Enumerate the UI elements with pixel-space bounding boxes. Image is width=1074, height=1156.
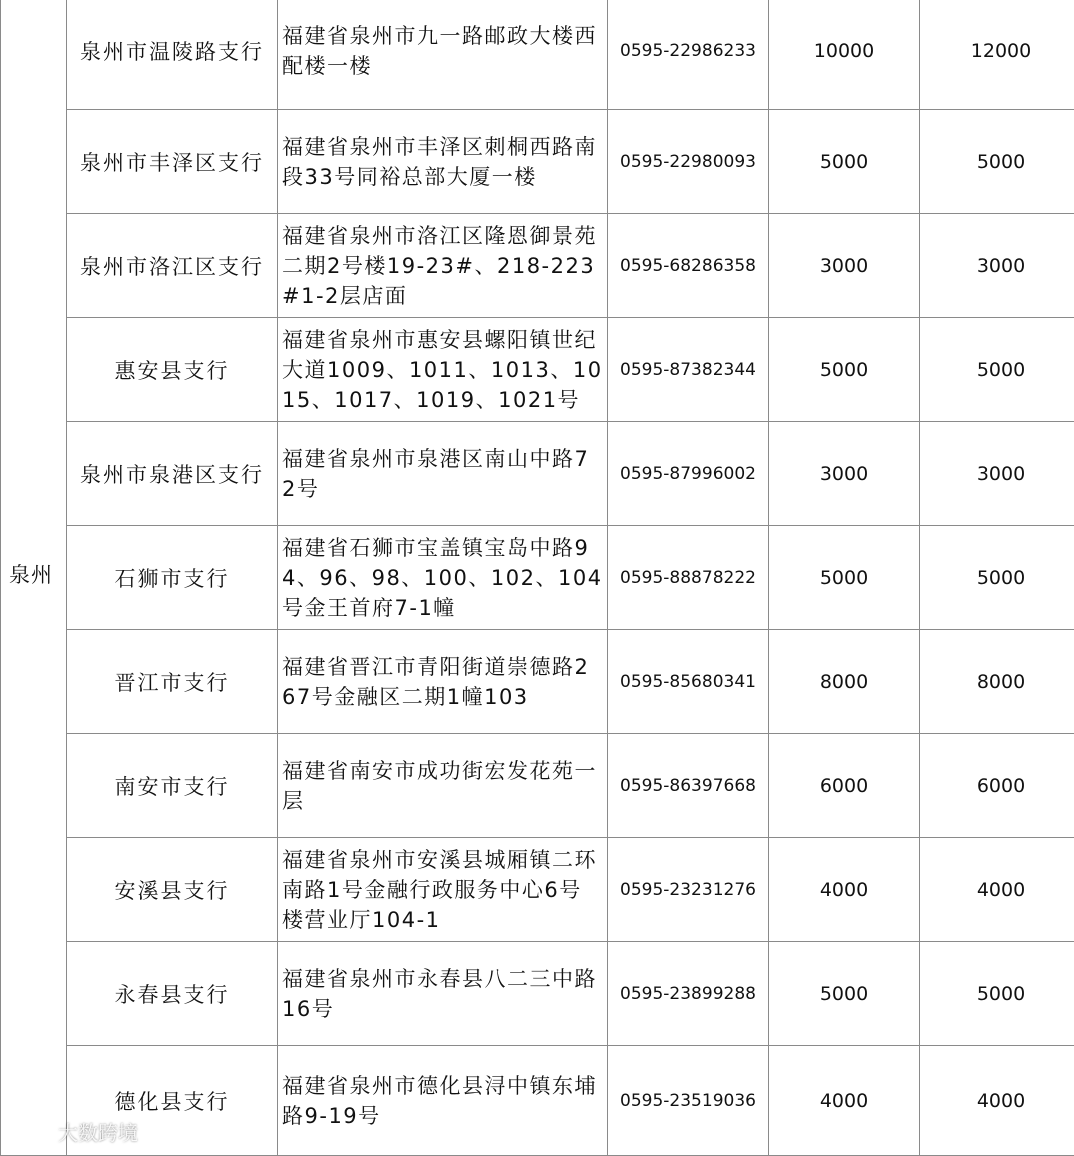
branch-name: 泉州市洛江区支行 (67, 214, 278, 318)
branch-address: 福建省泉州市永春县八二三中路16号 (278, 942, 608, 1046)
value-a: 6000 (769, 734, 920, 838)
branch-address: 福建省晋江市青阳街道崇德路267号金融区二期1幢103 (278, 630, 608, 734)
branch-phone: 0595-22986233 (608, 0, 769, 110)
value-b: 4000 (920, 838, 1074, 942)
branch-name: 泉州市丰泽区支行 (67, 110, 278, 214)
branch-name: 惠安县支行 (67, 318, 278, 422)
branch-phone: 0595-88878222 (608, 526, 769, 630)
watermark-text: 大数跨境 (58, 1117, 138, 1146)
value-a: 3000 (769, 214, 920, 318)
value-a: 10000 (769, 0, 920, 110)
branch-name: 泉州市泉港区支行 (67, 422, 278, 526)
value-b: 5000 (920, 942, 1074, 1046)
value-a: 4000 (769, 838, 920, 942)
value-b: 8000 (920, 630, 1074, 734)
branch-phone: 0595-23231276 (608, 838, 769, 942)
branch-phone: 0595-87996002 (608, 422, 769, 526)
branch-name: 安溪县支行 (67, 838, 278, 942)
branch-name: 晋江市支行 (67, 630, 278, 734)
branch-address: 福建省泉州市泉港区南山中路72号 (278, 422, 608, 526)
value-a: 4000 (769, 1046, 920, 1156)
region-cell: 泉州 (1, 0, 67, 1156)
table-row (1, 0, 1074, 110)
table-row (1, 318, 1074, 422)
branch-address: 福建省南安市成功街宏发花苑一层 (278, 734, 608, 838)
branch-name: 南安市支行 (67, 734, 278, 838)
value-a: 5000 (769, 110, 920, 214)
branch-address: 福建省泉州市惠安县螺阳镇世纪大道1009、1011、1013、1015、1017、1019、1021号 (278, 318, 608, 422)
table-row (1, 734, 1074, 838)
branch-address: 福建省石狮市宝盖镇宝岛中路94、96、98、100、102、104号金王首府7-1幢 (278, 526, 608, 630)
branch-address: 福建省泉州市德化县浔中镇东埔路9-19号 (278, 1046, 608, 1156)
value-a: 8000 (769, 630, 920, 734)
value-a: 5000 (769, 318, 920, 422)
branch-phone: 0595-68286358 (608, 214, 769, 318)
table-row (1, 1046, 1074, 1156)
branch-phone: 0595-85680341 (608, 630, 769, 734)
value-a: 5000 (769, 526, 920, 630)
value-a: 5000 (769, 942, 920, 1046)
branch-name: 泉州市温陵路支行 (67, 0, 278, 110)
value-b: 3000 (920, 422, 1074, 526)
value-b: 6000 (920, 734, 1074, 838)
table-row (1, 838, 1074, 942)
branch-phone: 0595-23519036 (608, 1046, 769, 1156)
value-b: 5000 (920, 318, 1074, 422)
table-row (1, 110, 1074, 214)
value-b: 4000 (920, 1046, 1074, 1156)
branch-name: 石狮市支行 (67, 526, 278, 630)
value-a: 3000 (769, 422, 920, 526)
value-b: 5000 (920, 110, 1074, 214)
table-row (1, 422, 1074, 526)
branch-phone: 0595-87382344 (608, 318, 769, 422)
branch-phone: 0595-23899288 (608, 942, 769, 1046)
branch-address: 福建省泉州市九一路邮政大楼西配楼一楼 (278, 0, 608, 110)
value-b: 3000 (920, 214, 1074, 318)
value-b: 5000 (920, 526, 1074, 630)
branch-name: 永春县支行 (67, 942, 278, 1046)
table-row (1, 942, 1074, 1046)
table-row (1, 214, 1074, 318)
branch-name: 德化县支行 (67, 1046, 278, 1156)
branch-address: 福建省泉州市安溪县城厢镇二环南路1号金融行政服务中心6号楼营业厅104-1 (278, 838, 608, 942)
branch-phone: 0595-22980093 (608, 110, 769, 214)
branch-address: 福建省泉州市洛江区隆恩御景苑二期2号楼19-23#、218-223#1-2层店面 (278, 214, 608, 318)
value-b: 12000 (920, 0, 1074, 110)
branch-phone: 0595-86397668 (608, 734, 769, 838)
branch-address: 福建省泉州市丰泽区刺桐西路南段33号同裕总部大厦一楼 (278, 110, 608, 214)
table-row (1, 630, 1074, 734)
table-row (1, 526, 1074, 630)
